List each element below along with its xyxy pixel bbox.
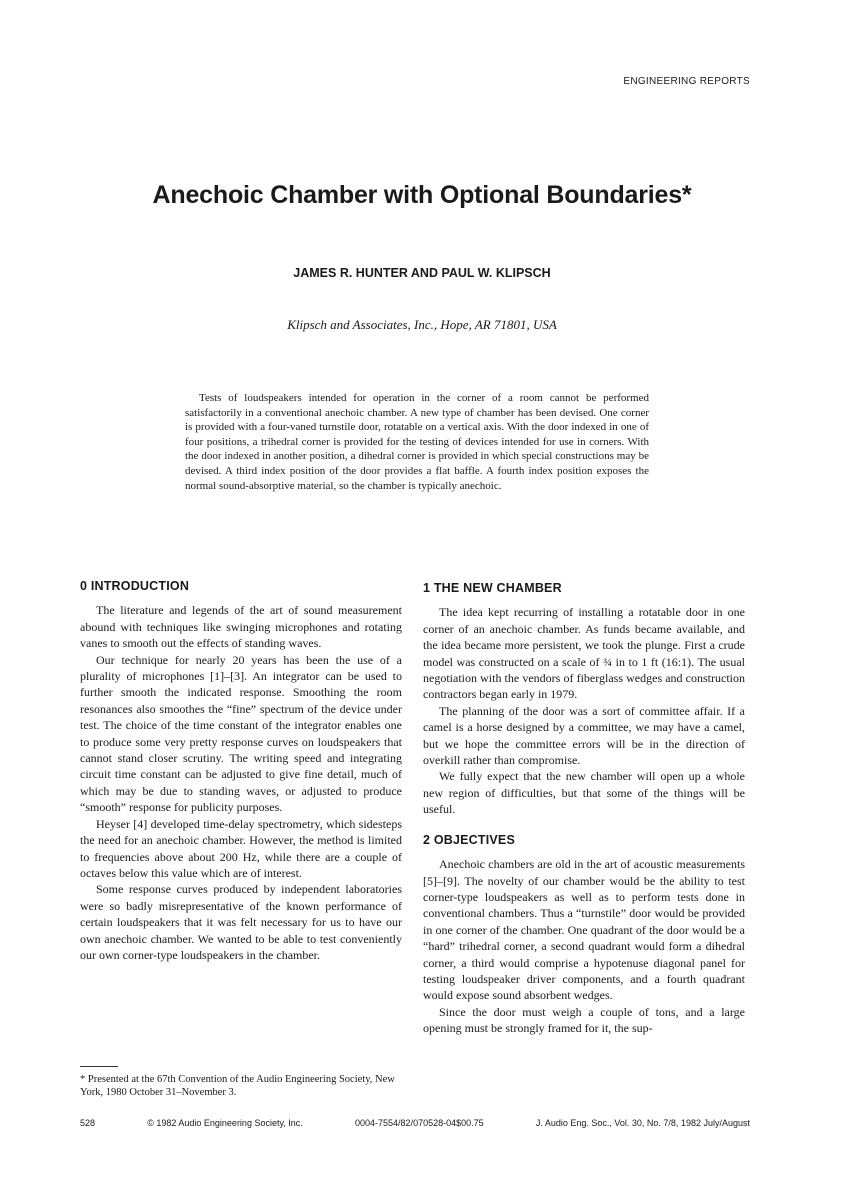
- paragraph: The idea kept recurring of installing a rotatable door in one corner of an anechoic chamber. As funds became available, and the idea became more persistent, we took the plunge. First a crude model was constructed on a scale of ¾ in to 1 ft (16:1). The usual negotiation with the vendors of fiberglass wedges and construction contractors began early in 1979.: [423, 605, 745, 702]
- footnote: * Presented at the 67th Convention of the Audio Engineering Society, New York, 1980 October 31–November 3.: [80, 1074, 395, 1098]
- author-line: JAMES R. HUNTER AND PAUL W. KLIPSCH: [293, 266, 551, 280]
- section-heading-introduction: 0 INTRODUCTION: [80, 579, 190, 593]
- paragraph: Our technique for nearly 20 years has been the use of a plurality of microphones [1]–[3]. An integrator can be used to further smooth the indicated response. Smoothing the room resonances also smoothes the “fine” spectrum of the device under test. The choice of the time constant of the integrator enables one to produce some very pretty response curves on loudspeakers that cannot stand closer scrutiny. The writing speed and integrating circuit time constant can be adjusted to give fine detail, much of which may be due to standing waves, or adjusted to produce “smooth” response for publicity purposes.: [80, 652, 402, 815]
- paragraph: We fully expect that the new chamber will open up a whole new region of difficulties, but that some of the things will be useful.: [423, 769, 745, 817]
- article-code: 0004-7554/82/070528-04$00.75: [355, 1118, 484, 1128]
- affiliation: Klipsch and Associates, Inc., Hope, AR 71801, USA: [287, 317, 557, 332]
- journal-citation: J. Audio Eng. Soc., Vol. 30, No. 7/8, 1982 July/August: [535, 1118, 750, 1128]
- article-title: Anechoic Chamber with Optional Boundaries*: [152, 181, 692, 209]
- page-footer: [80, 1118, 750, 1128]
- paragraph: The planning of the door was a sort of committee affair. If a camel is a horse designed by a committee, we may have a camel, but we hope the committee errors will be in the direction of overkill rather than compromise.: [423, 703, 745, 768]
- footnote-rule: [80, 1066, 118, 1067]
- section-heading-objectives: 2 OBJECTIVES: [423, 832, 516, 847]
- paragraph: Heyser [4] developed time-delay spectrometry, which sidesteps the need for an anechoic chamber. However, the method is limited to frequencies above about 200 Hz, while there are a couple of octaves below this value which are of interest.: [80, 816, 402, 880]
- abstract-text: Tests of loudspeakers intended for operation in the corner of a room cannot be performed satisfactorily in a conventional anechoic chamber. A new type of chamber has been devised. One corner is provided with a four-vaned turnstile door, rotatable on a vertical axis. With the door indexed in one of four positions, a trihedral corner is provided for the testing of devices intended for use in corners. With the door indexed in another position, a dihedral corner is provided in which special constructions may be devised. A third index position of the door provides a flat baffle. A fourth index position exposes the normal sound-absorptive material, so the chamber is typically anechoic.: [185, 392, 649, 492]
- paragraph: Some response curves produced by independent laboratories were so badly misrepresentative of the known performance of certain loudspeakers that it was felt necessary for us to have our own anechoic chamber. We wanted to be able to test conveniently our own corner-type loudspeakers in the chamber.: [80, 882, 402, 962]
- abstract: [185, 391, 649, 493]
- page-number: 528: [80, 1118, 96, 1128]
- paragraph: Anechoic chambers are old in the art of acoustic measurements [5]–[9]. The novelty of our chamber would be the ability to test corner-type loudspeakers as well as to perform tests done in conventional chambers. Thus a “turnstile” door would be provided in one corner of the chamber. One quadrant of the door would be a “hard” trihedral corner, a second quadrant would form a dihedral corner, a third would comprise a hypotenuse diagonal panel for testing loudspeaker driver components, and a fourth quadrant would expose sound absorbent wedges.: [423, 857, 745, 1003]
- right-column: [423, 580, 745, 1037]
- paragraph: Since the door must weigh a couple of tons, and a large opening must be strongly framed for it, the sup-: [423, 1004, 745, 1036]
- paragraph: The literature and legends of the art of sound measurement abound with techniques like swinging microphones and rotating vanes to smooth out the effects of standing waves.: [80, 603, 402, 651]
- left-column: [80, 578, 402, 963]
- section-heading-new-chamber: 1 THE NEW CHAMBER: [423, 581, 562, 595]
- copyright-notice: © 1982 Audio Engineering Society, Inc.: [147, 1118, 303, 1128]
- running-head: ENGINEERING REPORTS: [623, 76, 750, 87]
